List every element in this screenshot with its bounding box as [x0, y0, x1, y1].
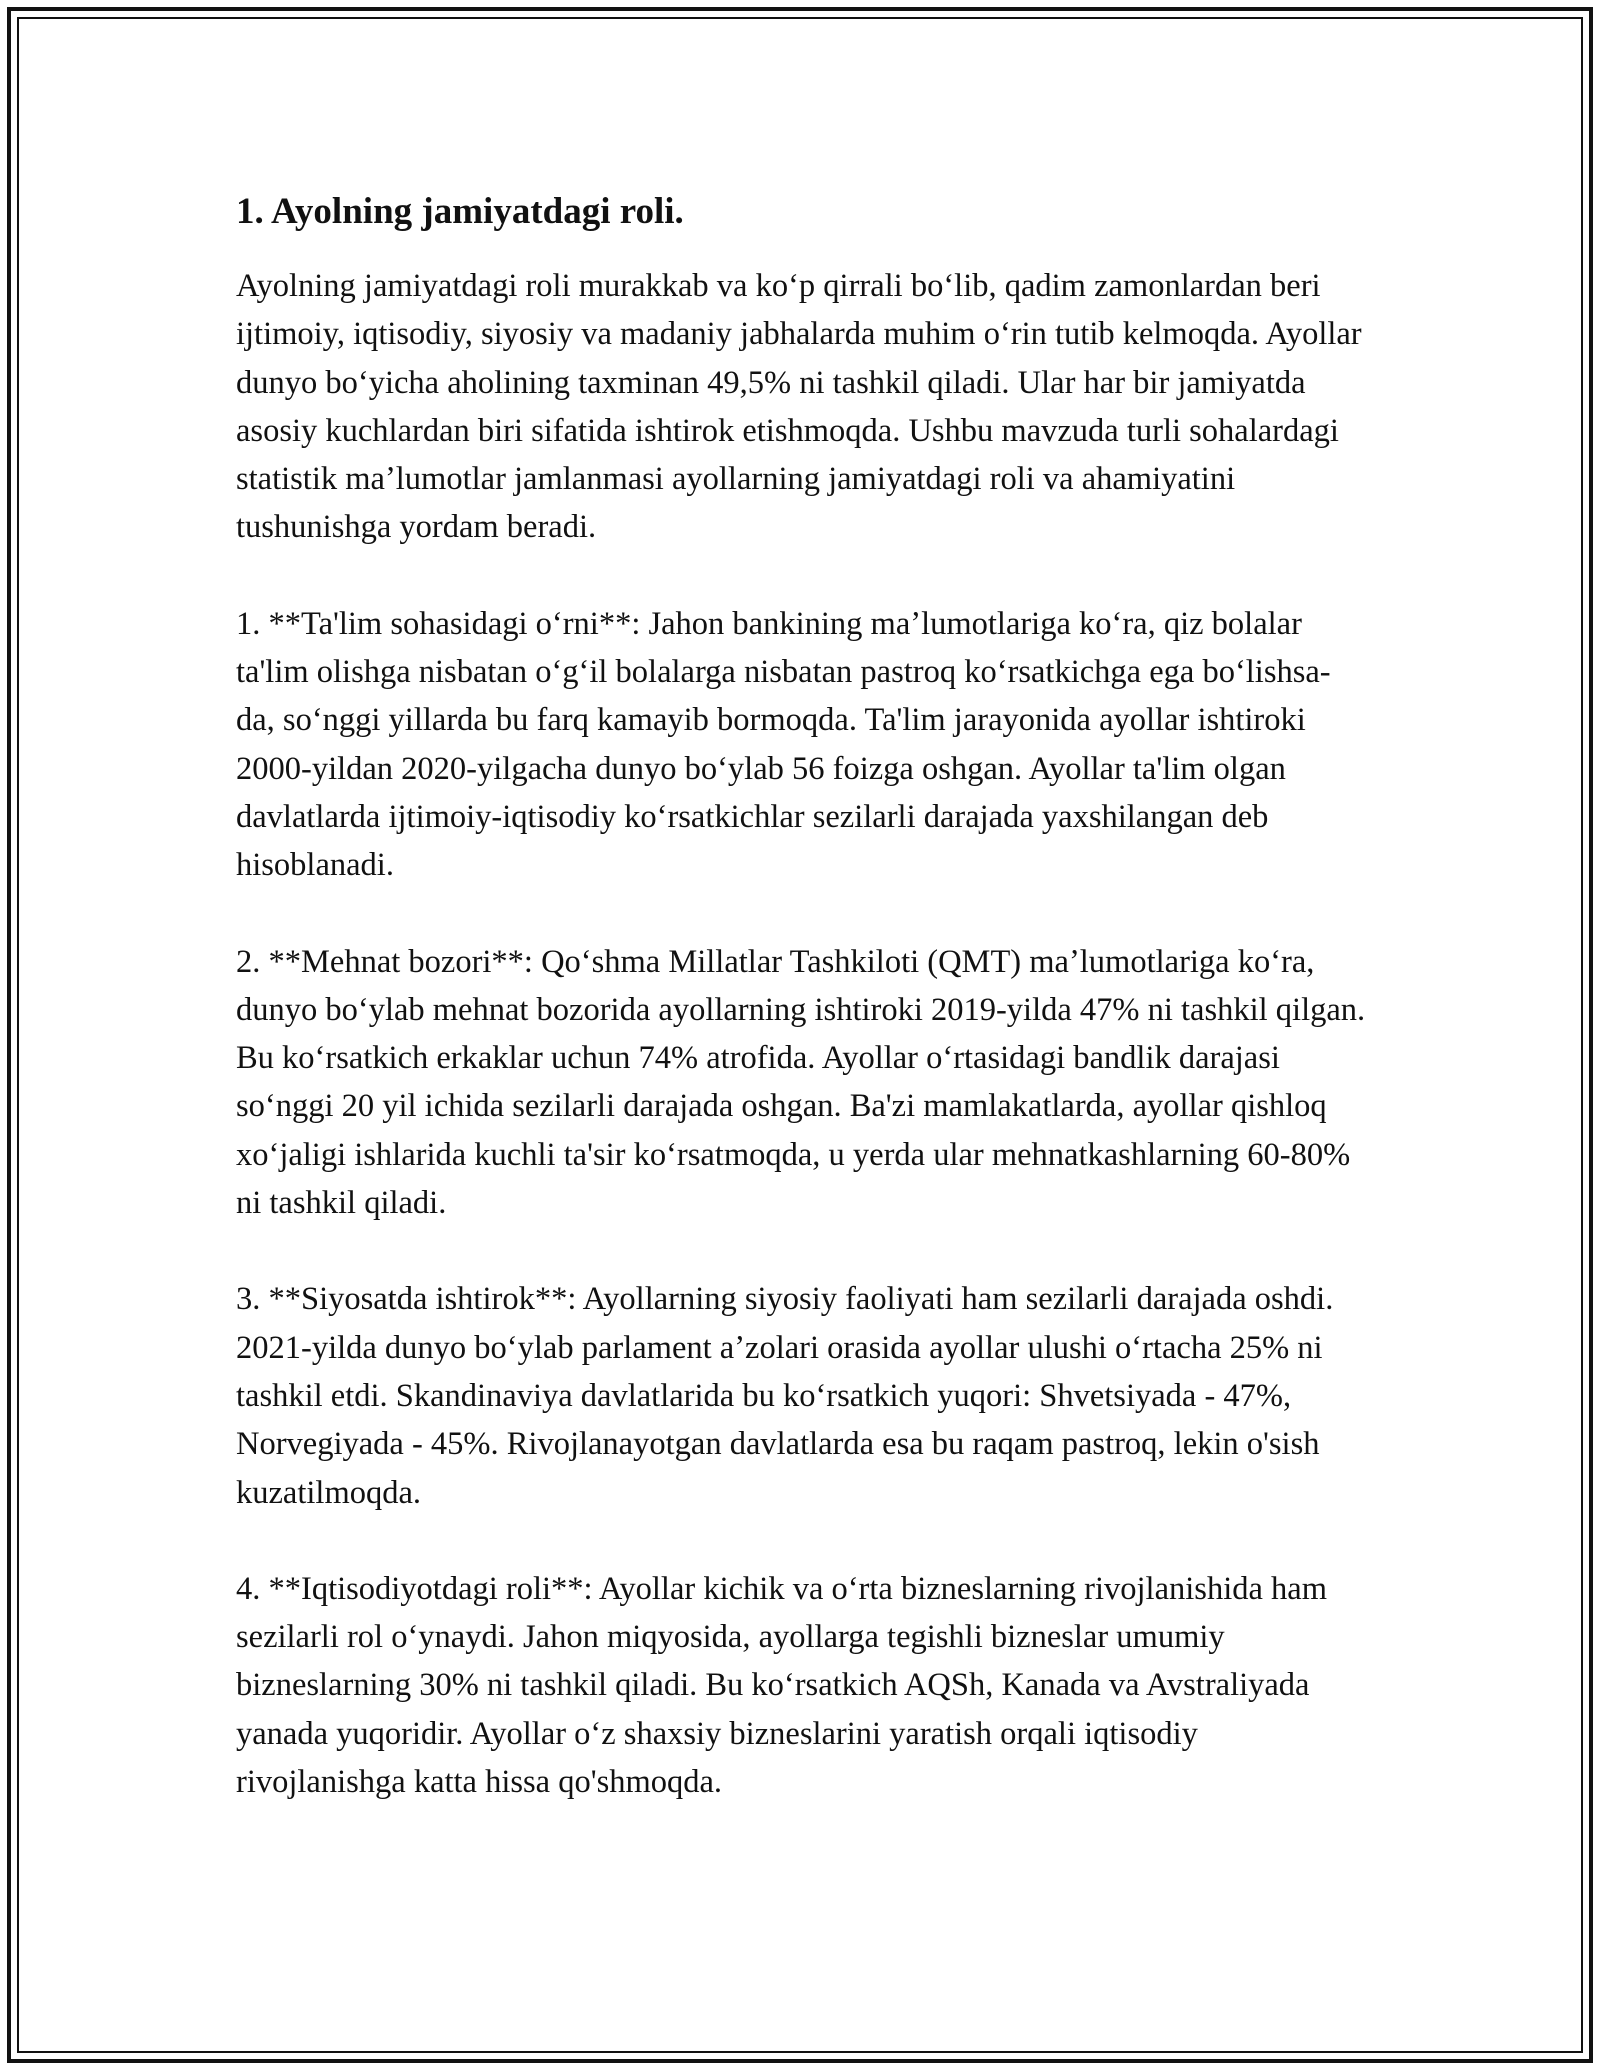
paragraph-politics: 3. **Siyosatda ishtirok**: Ayollarning siyosiy faoliyati ham sezilarli darajada oshdi. 2021-yilda dunyo boʻylab parlament aʼzolari orasida ayollar ulushi oʻrtacha 25% ni tashkil etdi. Skandinaviya davlatlarida bu koʻrsatkich yuqori: Shvetsiyada - 47%, Norvegiyada - 45%. Rivojlanayotgan davlatlarda esa bu raqam pastroq, lekin o'sish kuzatilmoqda. [236, 1281, 1334, 1511]
intro-paragraph: Ayolning jamiyatdagi roli murakkab va koʻp qirrali boʻlib, qadim zamonlardan beri ijtimoiy, iqtisodiy, siyosiy va madaniy jabhalarda muhim oʻrin tutib kelmoqda. Ayollar dunyo boʻyicha aholining taxminan 49,5% ni tashkil qiladi. Ular har bir jamiyatda asosiy kuchlardan biri sifatida ishtirok etishmoqda. Ushbu mavzuda turli sohalardagi statistik maʼlumotlar jamlanmasi ayollarning jamiyatdagi roli va ahamiyatini tushunishga yordam beradi. [236, 268, 1362, 546]
section-heading: 1. Ayolning jamiyatdagi roli. [236, 191, 684, 232]
paragraph-economy: 4. **Iqtisodiyotdagi roli**: Ayollar kichik va oʻrta bizneslarning rivojlanishida ham sezilarli rol oʻynaydi. Jahon miqyosida, ayollarga tegishli bizneslar umumiy bizneslarning 30% ni tashkil qiladi. Bu koʻrsatkich AQSh, Kanada va Avstraliyada yanada yuqoridir. Ayollar oʻz shaxsiy bizneslarini yaratish orqali iqtisodiy rivojlanishga katta hissa qo'shmoqda. [236, 1570, 1327, 1801]
paragraph-education: 1. **Ta'lim sohasidagi oʻrni**: Jahon bankining maʼlumotlariga koʻra, qiz bolalar ta'lim olishga nisbatan oʻgʻil bolalarga nisbatan pastroq koʻrsatkichga ega boʻlishsa-da, soʻnggi yillarda bu farq kamayib bormoqda. Ta'lim jarayonida ayollar ishtiroki 2000-yildan 2020-yilgacha dunyo boʻylab 56 foizga oshgan. Ayollar ta'lim olgan davlatlarda ijtimoiy-iqtisodiy koʻrsatkichlar sezilarli darajada yaxshilangan deb hisoblanadi. [236, 605, 1331, 884]
paragraph-labor-market: 2. **Mehnat bozori**: Qoʻshma Millatlar Tashkiloti (QMT) maʼlumotlariga koʻra, dunyo boʻylab mehnat bozorida ayollarning ishtiroki 2019-yilda 47% ni tashkil qilgan. Bu koʻrsatkich erkaklar uchun 74% atrofida. Ayollar oʻrtasidagi bandlik darajasi soʻnggi 20 yil ichida sezilarli darajada oshgan. Ba'zi mamlakatlarda, ayollar qishloq xoʻjaligi ishlarida kuchli ta'sir koʻrsatmoqda, u yerda ular mehnatkashlarning 60-80% ni tashkil qiladi. [236, 943, 1366, 1222]
document-body [236, 188, 1366, 1854]
